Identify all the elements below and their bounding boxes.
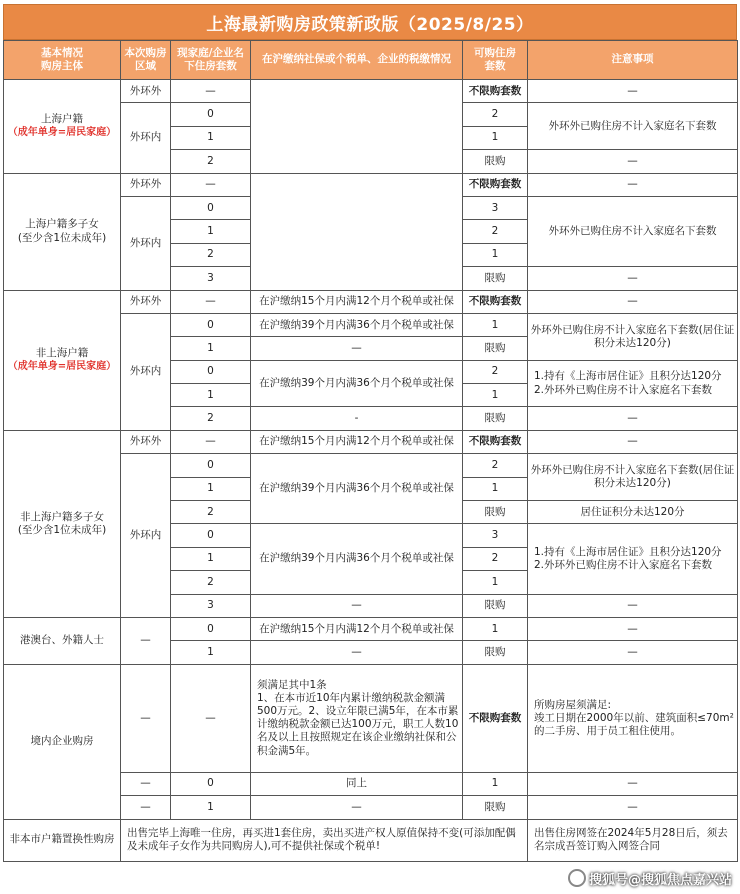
group-local-multi: 上海户籍多子女 (至少含1位未成年) [4,173,121,290]
header-region: 本次购房 区域 [121,41,171,80]
header-notes: 注意事项 [528,41,738,80]
group-hk: 港澳台、外籍人士 [4,617,121,664]
group-enterprise: 境内企业购房 [4,664,121,819]
header-owned: 现家庭/企业名 下住房套数 [171,41,251,80]
table-row: 外环内 0 在沪缴纳39个月内满36个月个税单或社保 1 外环外已购住房不计入家庭名下套数(居住证积分未达120分) [4,313,738,336]
table-row: 外环内 0 在沪缴纳39个月内满36个月个税单或社保 2 外环外已购住房不计入家庭名下套数(居住证积分未达120分) [4,454,738,477]
table-row: 外环内 0 3 外环外已购住房不计入家庭名下套数 [4,196,738,219]
page-title: 上海最新购房政策新政版（2025/8/25） [206,14,534,35]
table-row: 1 2 [4,547,738,570]
group-local: 上海户籍 （成年单身=居民家庭） [4,80,121,174]
table-row: 2 - 限购 — [4,407,738,430]
title-bar [3,4,737,40]
table-row: 2 限购 — [4,150,738,173]
header-subject: 基本情况 购房主体 [4,41,121,80]
group-nonlocal: 非上海户籍 （成年单身=居民家庭） [4,290,121,430]
table-row: 港澳台、外籍人士 — 0 在沪缴纳15个月内满12个月个税单或社保 1 — [4,617,738,640]
table-row: 外环内 0 2 外环外已购住房不计入家庭名下套数 [4,103,738,126]
table-row: 1 2 [4,220,738,243]
table-row: 1 — 限购 [4,337,738,360]
table-row: 上海户籍 （成年单身=居民家庭） 外环外 — 不限购套数 — [4,80,738,103]
table-row: 3 — 限购 — [4,594,738,617]
table-row: — 0 同上 1 — [4,772,738,795]
table-row: 非上海户籍 （成年单身=居民家庭） 外环外 — 在沪缴纳15个月内满12个月个税单或社保 不限购套数 — [4,290,738,313]
table-row: 0 在沪缴纳39个月内满36个月个税单或社保 3 1.持有《上海市居住证》且积分达120分 2.外环外已购住房不计入家庭名下套数 [4,524,738,547]
table-row: 2 1 [4,243,738,266]
table-row: 2 限购 居住证积分未达120分 [4,501,738,524]
header-allowed: 可购住房 套数 [463,41,528,80]
header-tax: 在沪缴纳社保或个税单、企业的税缴情况 [251,41,463,80]
group-swap: 非本市户籍置换性购房 [4,819,121,861]
table-row: 0 在沪缴纳39个月内满36个月个税单或社保 2 1.持有《上海市居住证》且积分达120分 2.外环外已购住房不计入家庭名下套数 [4,360,738,383]
table-row: 1 1 [4,384,738,407]
table-row: 3 限购 — [4,267,738,290]
table-row: 境内企业购房 — — 须满足其中1条 1、在本市近10年内累计缴纳税款金额满500万元。2、设立年限已满5年，在本市累计缴纳税款金额已达100万元，职工人数10名及以上且按照规定在该企业缴纳社保和公积金满5年。 不限购套数 所购房屋须满足: 竣工日期在2000年以前、建筑面积≤70m²的二手房、用于员工租住使用。 [4,664,738,772]
table-row: 1 — 限购 — [4,641,738,664]
table-row: — 1 — 限购 — [4,796,738,819]
table-row: 非本市户籍置换性购房 出售完毕上海唯一住房，再买进1套住房，卖出买进产权人原值保持不变(可添加配偶及未成年子女作为共同购房人),可不提供社保或个税单! 出售住房网签在2024年5月28日后，须去名宗成吾签订购入网签合同 [4,819,738,861]
table-row: 非上海户籍多子女 (至少含1位未成年) 外环外 — 在沪缴纳15个月内满12个月个税单或社保 不限购套数 — [4,430,738,453]
table-row: 2 1 [4,571,738,594]
header-row [4,41,738,80]
watermark: 搜狐号@搜狐焦点嘉兴站 [568,869,732,888]
table-row: 上海户籍多子女 (至少含1位未成年) 外环外 — 不限购套数 — [4,173,738,196]
sohu-logo-icon [568,869,586,887]
table-row: 1 1 [4,477,738,500]
group-nonlocal-multi: 非上海户籍多子女 (至少含1位未成年) [4,430,121,617]
policy-table [3,40,738,862]
table-row: 1 1 [4,126,738,149]
